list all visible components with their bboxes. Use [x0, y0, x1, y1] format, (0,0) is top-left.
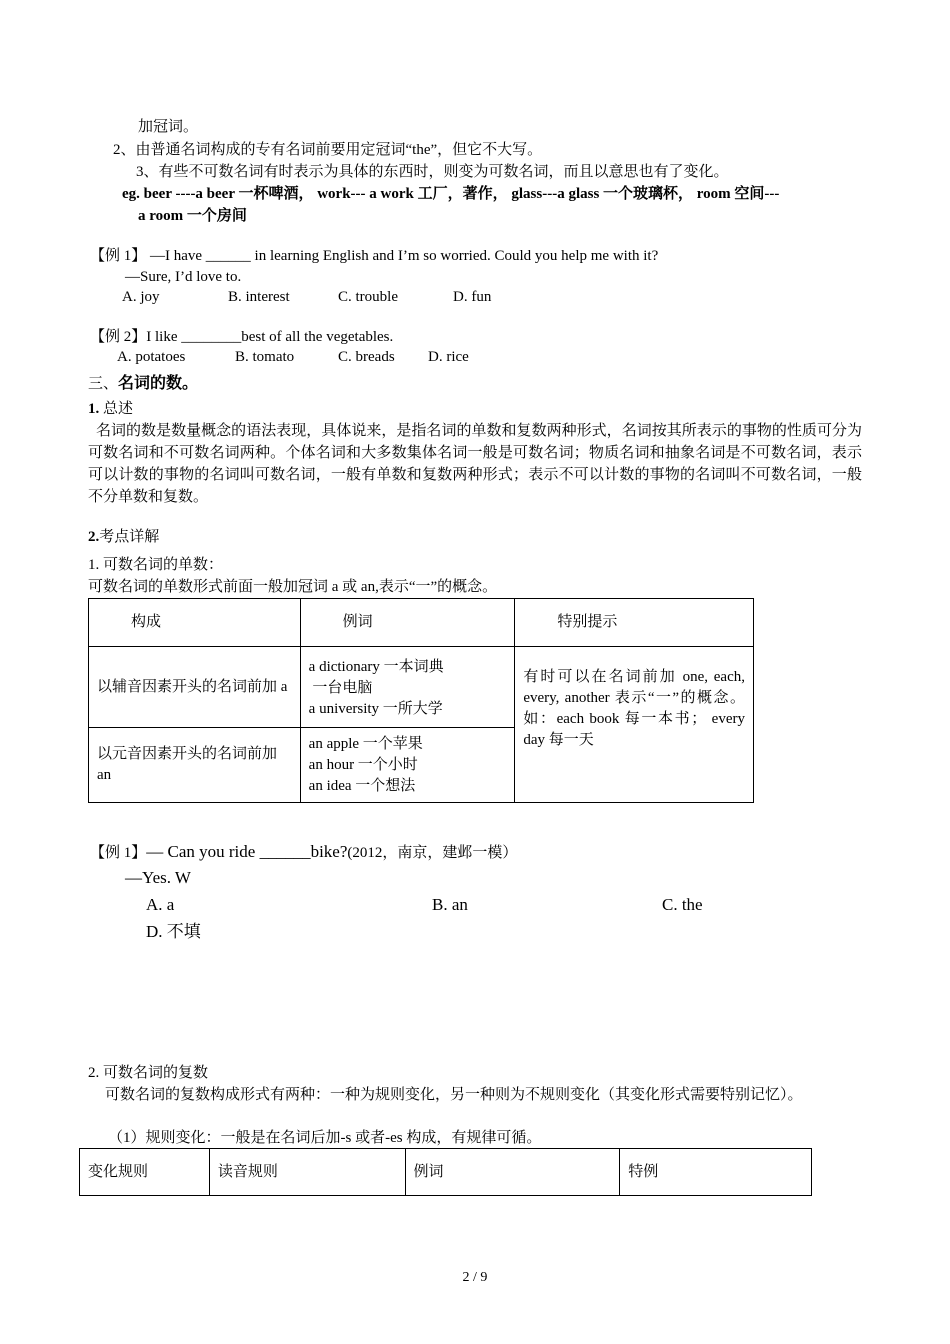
table-cell: a dictionary 一本词典 一台电脑 a university 一所大学	[300, 647, 515, 728]
text-line: eg. beer ----a beer 一杯啤酒， work--- a work 工厂，著作， glass---a glass 一个玻璃杯， room 空间---	[122, 186, 780, 202]
option: B. interest	[228, 289, 290, 305]
option: D. rice	[428, 349, 469, 365]
table-cell: 有时可以在名词前加 one, each, every, another 表示“一”的概念。如：each book 每一本书； every day 每一天	[515, 647, 754, 803]
option: A. potatoes	[117, 349, 186, 365]
example-question: 【例 2】I like ________best of all the vegetables.	[90, 329, 394, 345]
table-cell: 以辅音因素开头的名词前加 a	[89, 647, 301, 728]
singular-table	[88, 598, 754, 803]
table-header: 构成	[89, 599, 301, 647]
option: D. fun	[453, 289, 492, 305]
option: C. breads	[338, 349, 395, 365]
plural-table	[79, 1148, 812, 1196]
option: B. an	[432, 895, 468, 914]
section-title: 名词的数。	[118, 373, 199, 392]
option: B. tomato	[235, 349, 295, 365]
section-number: 三、	[88, 376, 119, 392]
example-question: 【例 1】— Can you ride ______bike?(2012，南京，建邺一模）	[90, 842, 518, 861]
table-cell: an apple 一个苹果 an hour 一个小时 an idea 一个想法	[300, 728, 515, 803]
section-heading	[88, 373, 198, 394]
paragraph: 可数名词的复数构成形式有两种：一种为规则变化，另一种则为不规则变化（其变化形式需要特别记忆）。	[105, 1087, 803, 1103]
table-header: 特例	[620, 1149, 812, 1196]
option: A. a	[146, 895, 175, 914]
option: A. joy	[122, 289, 160, 305]
table-header: 特别提示	[515, 599, 754, 647]
subheading: 1. 可数名词的单数：	[88, 557, 224, 573]
text-line: （1）规则变化：一般是在名词后加-s 或者-es 构成，有规律可循。	[108, 1130, 542, 1146]
text-line: 加冠词。	[138, 119, 199, 135]
text-line: 2、由普通名词构成的专有名词前要用定冠词“the”，但它不大写。	[113, 142, 543, 158]
table-header: 例词	[300, 599, 515, 647]
subheading: 2.考点详解	[88, 529, 160, 545]
text-line: 3、有些不可数名词有时表示为具体的东西时，则变为可数名词，而且以意思也有了变化。	[136, 164, 729, 180]
table-header: 读音规则	[209, 1149, 405, 1196]
paragraph: 名词的数是数量概念的语法表现，具体说来，是指名词的单数和复数两种形式，名词按其所表示的事物的性质可分为可数名词和不可数名词两种。个体名词和大多数集体名词一般是可数名词；物质名词和抽象名词是不可数名词，表示可以计数的事物的名词叫可数名词，一般有单数和复数两种形式；表示不可以计数的事物的名词叫不可数名词，一般不分单数和复数。	[88, 423, 862, 505]
table-cell: 以元音因素开头的名词前加 an	[89, 728, 301, 803]
text-line: 可数名词的单数形式前面一般加冠词 a 或 an,表示“一”的概念。	[88, 579, 498, 595]
option: D. 不填	[146, 922, 201, 941]
example-question: 【例 1】 —I have ______ in learning English and I’m so worried. Could you help me with it?	[90, 248, 659, 264]
text-line: a room 一个房间	[138, 208, 247, 224]
table-header: 变化规则	[80, 1149, 210, 1196]
subheading: 2. 可数名词的复数	[88, 1065, 209, 1081]
option: C. trouble	[338, 289, 398, 305]
page-number: 2 / 9	[462, 1270, 488, 1285]
example-answer: —Sure, I’d love to.	[125, 269, 242, 285]
example-answer: —Yes. W	[125, 868, 191, 887]
subheading: 1. 总述	[88, 401, 134, 417]
option: C. the	[662, 895, 703, 914]
table-header: 例词	[405, 1149, 620, 1196]
